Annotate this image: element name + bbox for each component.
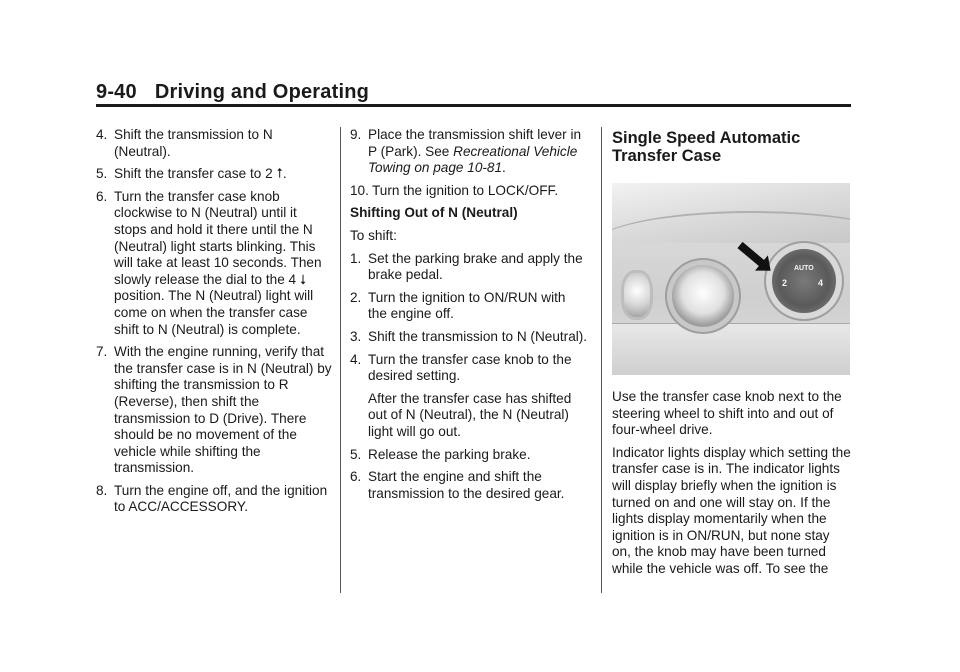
list-item: 3. Shift the transmission to N (Neutral). xyxy=(350,328,588,344)
page-number: 9-40 xyxy=(96,81,137,103)
list-item: 8. Turn the engine off, and the ignition to ACC/ACCESSORY. xyxy=(96,482,328,515)
subheading: Shifting Out of N (Neutral) xyxy=(350,205,518,221)
section-title: Driving and Operating xyxy=(154,81,370,103)
body-paragraph: Indicator lights display which setting the transfer case is in. The indicator lights will display briefly when the ignition is turned on and one will stay on. If the lights display momentarily when the ignition is in ON/RUN, but none stay on, the knob may have been turned while the vehicle was off. To see the xyxy=(612,444,851,576)
list-item: 1. Set the parking brake and apply the brake pedal. xyxy=(350,250,583,283)
list-item: 2. Turn the ignition to ON/RUN with the engine off. xyxy=(350,289,566,322)
transfer-case-knob-photo xyxy=(612,183,850,375)
list-item: 4. Turn the transfer case knob to the desired setting. xyxy=(350,351,572,384)
list-item: 5. Release the parking brake. xyxy=(350,446,531,462)
section-heading: Single Speed Automatic Transfer Case xyxy=(612,129,801,165)
column-2 xyxy=(350,127,588,508)
page-header xyxy=(96,80,851,104)
list-item: 9. Place the transmission shift lever in P (Park). See Recreational Vehicle Towing on page 10-81. xyxy=(350,127,582,176)
note-text: After the transfer case has shifted out of N (Neutral), the N (Neutral) light will go out. xyxy=(368,390,572,439)
list-item: 7. With the engine running, verify that the transfer case is in N (Neutral) by shifting the transmission to R (Reverse), then shift the transmission to D (Drive). There should be no movement of the vehicle while shifting the transmission. xyxy=(96,344,332,476)
control-knob-icon xyxy=(624,273,650,317)
column-3 xyxy=(612,127,852,584)
list-item: 4. Shift the transmission to N (Neutral). xyxy=(96,127,273,159)
column-divider xyxy=(340,127,341,593)
column-1 xyxy=(96,127,332,522)
transfer-case-knob-icon: AUTO 2 4 xyxy=(772,249,836,313)
list-item: 5. Shift the transfer case to 2 ⭡. xyxy=(96,166,287,182)
body-paragraph: Use the transfer case knob next to the steering wheel to shift into and out of four-wheel drive. xyxy=(612,389,842,438)
page-reference-link[interactable]: Recreational Vehicle Towing on page 10-81 xyxy=(368,143,578,176)
list-item: 6. Start the engine and shift the transmission to the desired gear. xyxy=(350,469,565,501)
list-item: 6. Turn the transfer case knob clockwise to N (Neutral) until it stops and hold it there until the N (Neutral) light starts blinking. This will take at least 10 seconds. Then slowly release the dial to the 4 ⭣ position. The N (Neutral) light will come on when the transfer case shift to N (Neutral) is complete. xyxy=(96,188,322,337)
header-title xyxy=(96,80,851,104)
control-knob-icon xyxy=(672,265,734,327)
column-divider xyxy=(601,127,602,593)
intro-text: To shift: xyxy=(350,227,397,243)
list-item: 10. Turn the ignition to LOCK/OFF. xyxy=(350,182,559,198)
header-rule xyxy=(96,104,851,107)
